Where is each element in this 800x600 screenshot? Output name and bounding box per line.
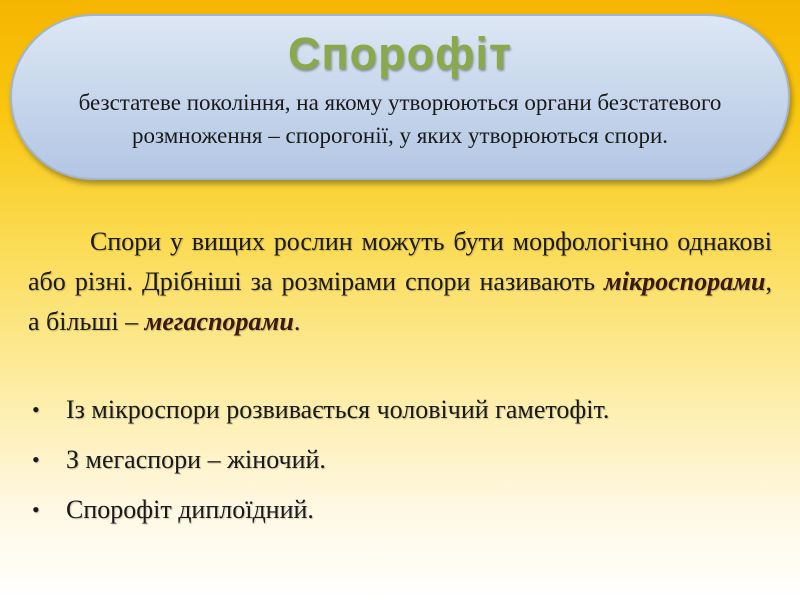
term-microspores: мікроспорами — [604, 267, 766, 296]
bullet-icon: • — [32, 397, 40, 422]
slide-title: Спорофіт — [287, 28, 513, 79]
list-item-text: Із мікроспори розвивається чоловічий гаметофіт. — [66, 395, 610, 424]
paragraph-text-end: . — [293, 307, 301, 336]
bullet-list — [28, 390, 772, 540]
body-paragraph — [28, 222, 772, 342]
list-item-text: Спорофіт диплоїдний. — [66, 495, 314, 524]
paragraph-text-start: Спори у вищих рослин можуть бути морфологічно однакові або різні. Дрібніші за розмірами спори називають — [28, 227, 772, 296]
list-item — [28, 440, 772, 490]
term-megaspores: мегаспорами — [144, 307, 294, 336]
list-item — [28, 490, 772, 540]
title-definition: безстатеве покоління, на якому утворюються органи безстатевого розмноження – спорогонії, у яких утворюються спори. — [78, 90, 722, 148]
list-item-text: З мегаспори – жіночий. — [66, 445, 326, 474]
list-item — [28, 390, 772, 440]
bullet-icon: • — [32, 447, 40, 472]
title-box — [10, 14, 790, 180]
paragraph-text-middle: , а більші – — [28, 267, 772, 336]
bullet-icon: • — [32, 497, 40, 522]
